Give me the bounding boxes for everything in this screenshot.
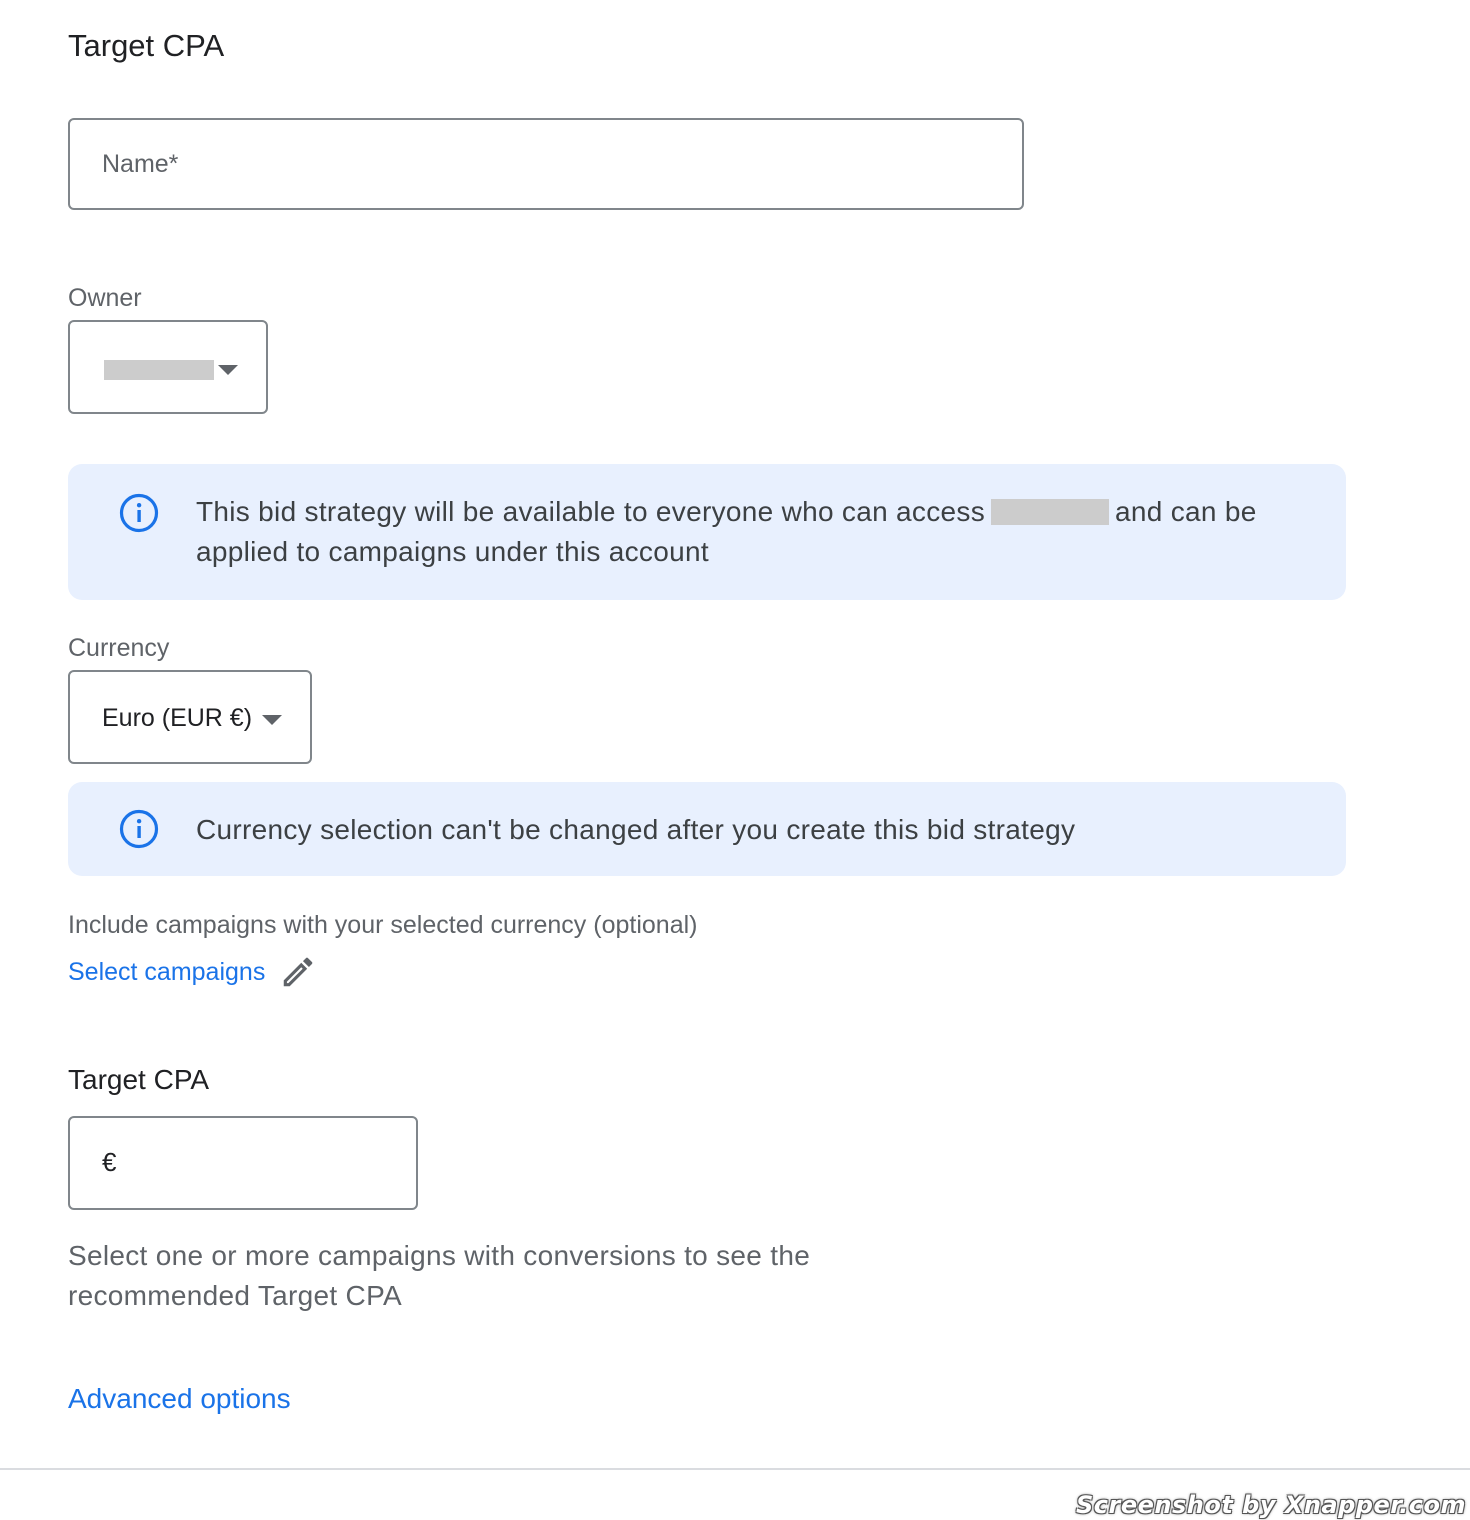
chevron-down-icon bbox=[218, 365, 238, 375]
watermark: Screenshot by Xnapper.com bbox=[1075, 1491, 1466, 1519]
select-campaigns-row bbox=[68, 950, 317, 994]
chevron-down-icon bbox=[262, 715, 282, 725]
currency-info-banner bbox=[68, 782, 1346, 876]
owner-banner-line2: applied to campaigns under this account bbox=[196, 536, 709, 567]
target-cpa-input[interactable] bbox=[132, 1118, 402, 1208]
target-cpa-helper-line1: Select one or more campaigns with conversions to see the bbox=[68, 1240, 811, 1271]
include-campaigns-label: Include campaigns with your selected currency (optional) bbox=[68, 911, 698, 939]
advanced-options-link[interactable]: Advanced options bbox=[68, 1383, 291, 1414]
select-campaigns-link[interactable]: Select campaigns bbox=[68, 958, 266, 986]
target-cpa-field[interactable] bbox=[68, 1116, 418, 1210]
currency-label: Currency bbox=[68, 634, 170, 662]
currency-banner-text: Currency selection can't be changed after you create this bid strategy bbox=[196, 814, 1076, 845]
name-field[interactable] bbox=[68, 118, 1024, 210]
owner-info-banner bbox=[68, 464, 1346, 600]
info-icon bbox=[118, 808, 160, 850]
pencil-icon[interactable] bbox=[279, 953, 317, 991]
account-name-redacted bbox=[991, 499, 1109, 525]
owner-banner-text-after: and can be bbox=[1115, 496, 1257, 527]
page-title: Target CPA bbox=[68, 28, 225, 63]
owner-select[interactable] bbox=[68, 320, 268, 414]
owner-banner-text-before: This bid strategy will be available to everyone who can access bbox=[196, 496, 985, 527]
owner-value-redacted bbox=[104, 360, 214, 380]
target-cpa-helper-line2: recommended Target CPA bbox=[68, 1280, 402, 1311]
target-cpa-label: Target CPA bbox=[68, 1064, 210, 1095]
owner-label: Owner bbox=[68, 284, 142, 312]
currency-select[interactable] bbox=[68, 670, 312, 764]
owner-banner-line1 bbox=[196, 492, 1257, 532]
currency-selected-value: Euro (EUR €) bbox=[102, 704, 253, 732]
info-icon bbox=[118, 492, 160, 534]
divider bbox=[0, 1468, 1470, 1470]
target-cpa-helper bbox=[68, 1236, 810, 1316]
currency-symbol: € bbox=[102, 1147, 117, 1177]
name-input[interactable] bbox=[102, 120, 982, 208]
